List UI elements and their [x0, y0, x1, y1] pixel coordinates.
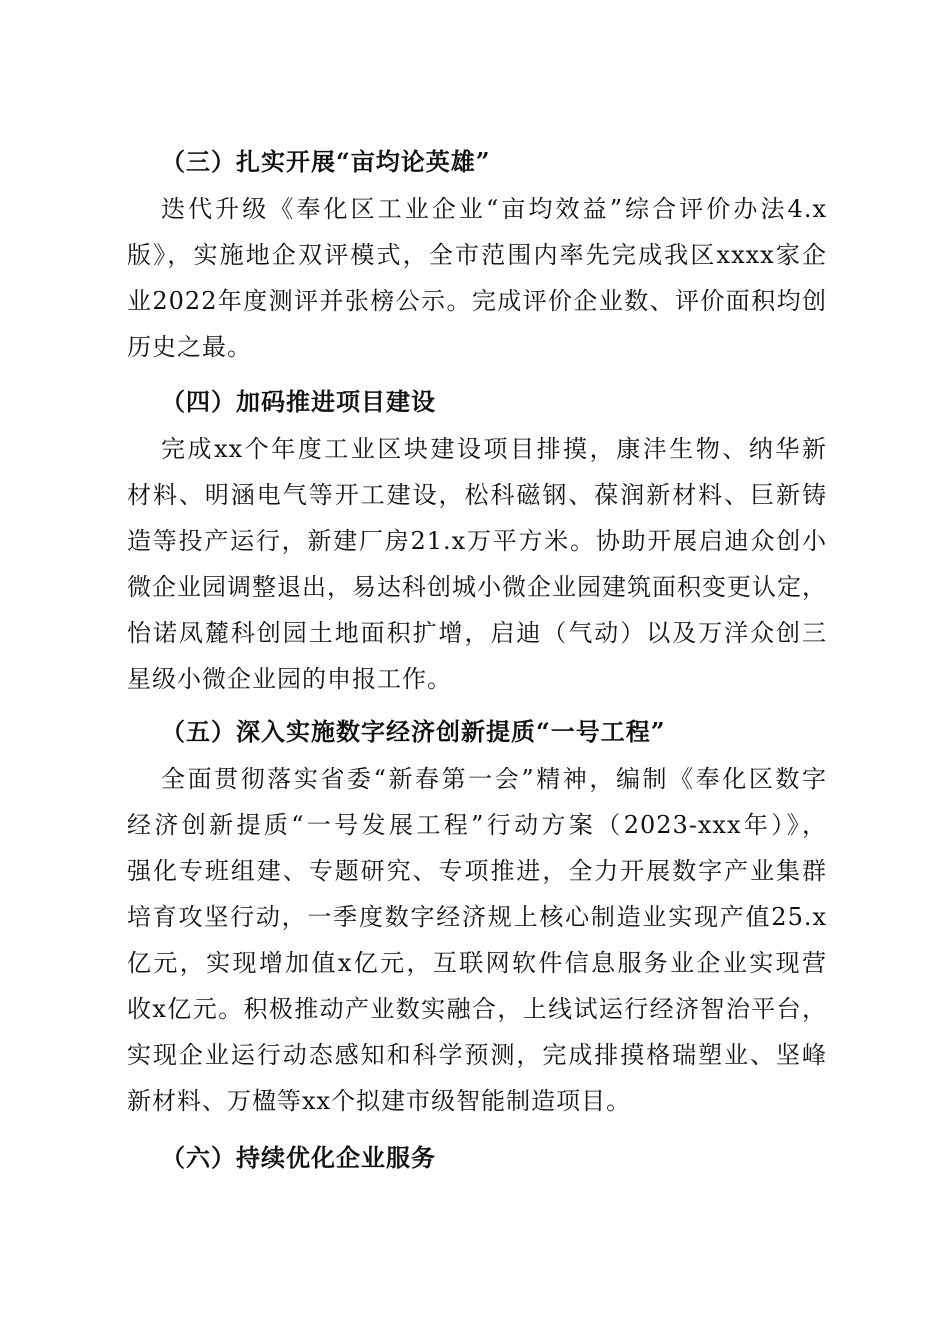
section-heading-6: （六）持续优化企业服务 [161, 1143, 436, 1172]
paragraph-line: 怡诺凤麓科创园土地面积扩增，启迪（气动）以及万洋众创三 [127, 619, 827, 647]
paragraph-line: 实现企业运行动态感知和科学预测，完成排摸格瑞塑业、坚峰 [127, 1041, 827, 1069]
paragraph-line: 微企业园调整退出，易达科创城小微企业园建筑面积变更认定， [127, 573, 827, 601]
paragraph-line: 造等投产运行，新建厂房21.x万平方米。协助开展启迪众创小 [127, 527, 827, 555]
paragraph-line: 版》，实施地企双评模式，全市范围内率先完成我区xxxx家企 [127, 241, 827, 269]
paragraph-line: 全面贯彻落实省委“新春第一会”精神，编制《奉化区数字 [161, 765, 827, 793]
paragraph-line: 培育攻坚行动，一季度数字经济规上核心制造业实现产值25.x [127, 903, 827, 931]
paragraph-line: 材料、明涵电气等开工建设，松科磁钢、葆润新材料、巨新铸 [127, 481, 827, 509]
section-paragraph-3 [127, 186, 827, 370]
paragraph-line: 迭代升级《奉化区工业企业“亩均效益”综合评价办法4.x [161, 195, 827, 223]
document-body [127, 138, 827, 1182]
section-heading-3: （三）扎实开展“亩均论英雄” [161, 147, 491, 176]
paragraph-line: 亿元，实现增加值x亿元，互联网软件信息服务业企业实现营 [127, 949, 827, 977]
paragraph-line: 强化专班组建、专题研究、专项推进，全力开展数字产业集群 [127, 857, 827, 885]
paragraph-line: 收x亿元。积极推动产业数实融合，上线试运行经济智治平台， [127, 995, 827, 1023]
paragraph-line: 经济创新提质“一号发展工程”行动方案（2023-xxx年）》， [127, 811, 827, 839]
paragraph-line: 星级小微企业园的申报工作。 [127, 665, 452, 693]
section-paragraph-5 [127, 756, 827, 1124]
section-heading-5: （五）深入实施数字经济创新提质“一号工程” [161, 717, 666, 746]
section-heading-4: （四）加码推进项目建设 [161, 387, 436, 416]
section-paragraph-4 [127, 426, 827, 702]
paragraph-line: 完成xx个年度工业区块建设项目排摸，康沣生物、纳华新 [161, 435, 827, 463]
paragraph-line: 新材料、万楹等xx个拟建市级智能制造项目。 [127, 1087, 632, 1115]
paragraph-line: 业2022年度测评并张榜公示。完成评价企业数、评价面积均创 [127, 287, 827, 315]
paragraph-line: 历史之最。 [127, 333, 252, 361]
